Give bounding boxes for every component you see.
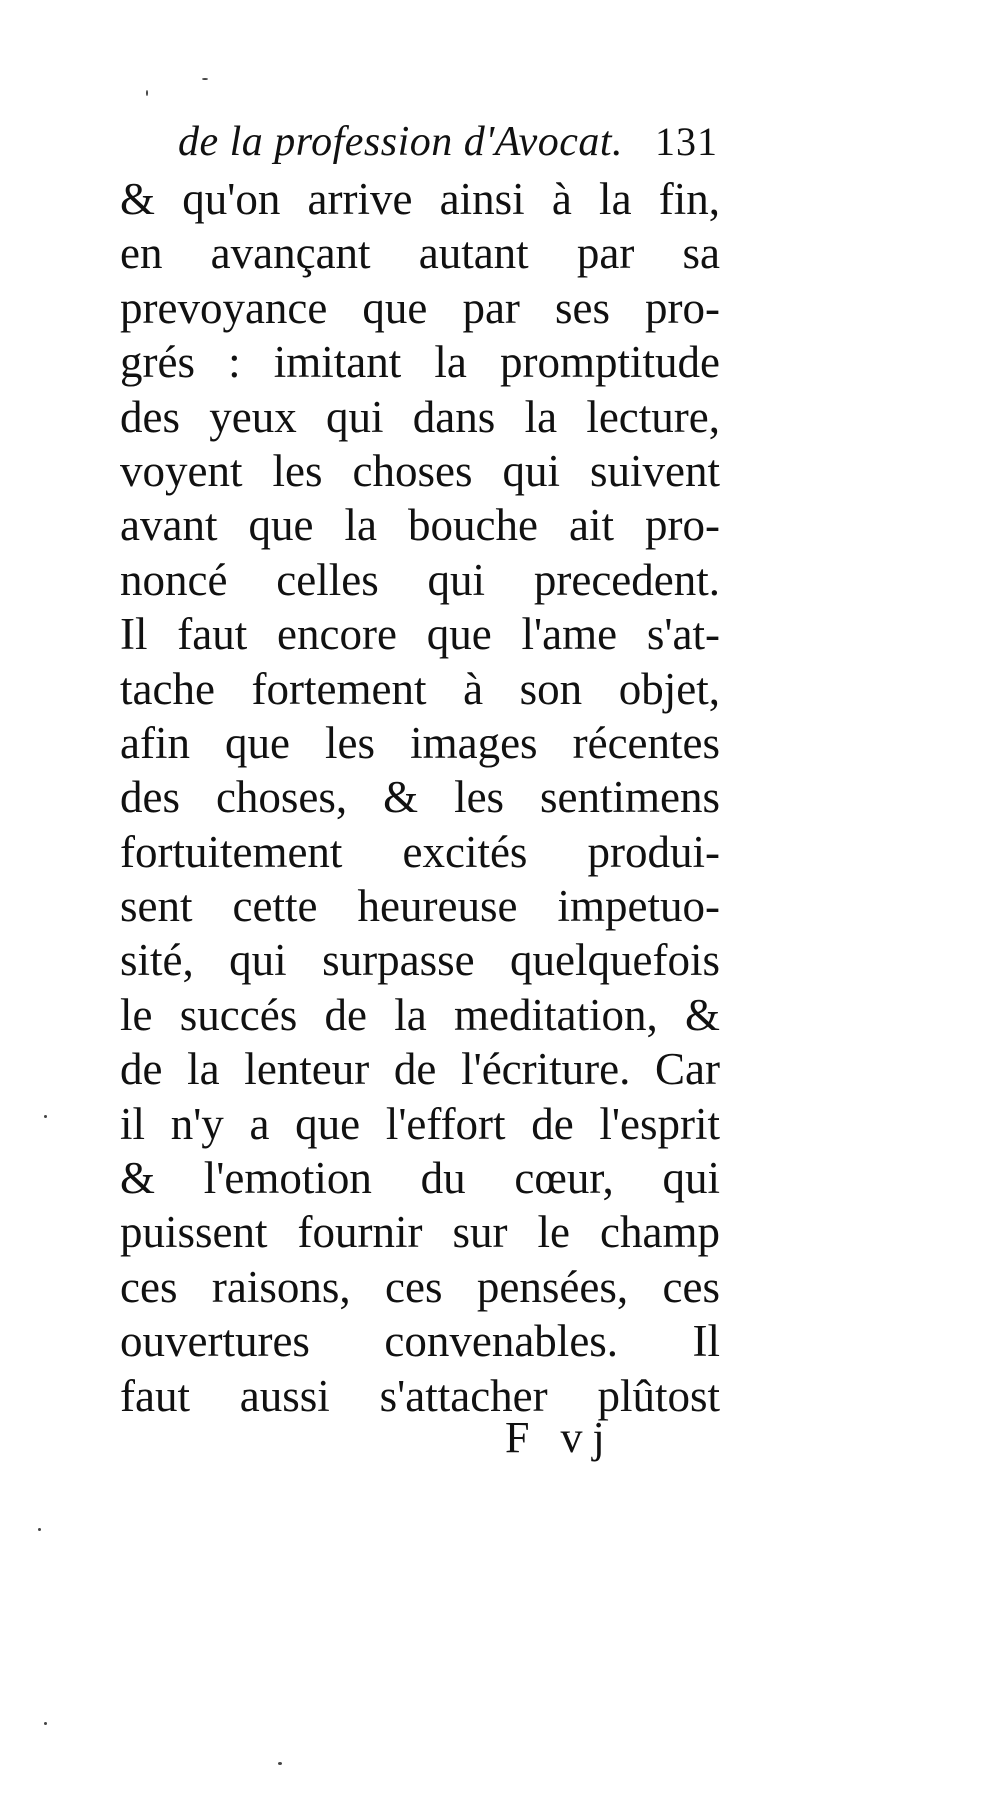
text-line: & qu'on arrive ainsi à la fin, [120,174,720,224]
scan-speck [146,90,148,96]
text-line: sent cette heureuse impetuo- [120,881,720,932]
text-line: grés : imitant la promptitude [120,337,720,388]
running-head [178,118,718,168]
text-line: il n'y a que l'effort de l'esprit [120,1098,720,1149]
body-text [120,172,720,1423]
scan-speck [44,1115,47,1118]
running-title: de la profession d'Avocat. [178,119,624,165]
text-line: afin que les images récentes [120,717,720,768]
scan-speck [278,1762,282,1765]
text-line: voyent les choses qui suivent [120,445,720,496]
text-line: noncé celles qui precedent. [120,554,720,605]
text-line: avant que la bouche ait pro- [120,500,720,551]
text-line: en avançant autant par sa [120,228,720,279]
scan-speck [202,78,208,80]
scan-speck [44,1722,47,1725]
signature-mark: F vj [505,1413,615,1462]
text-line: tache fortement à son objet, [120,663,720,714]
text-line: fortuitement excités produi- [120,826,720,877]
text-line: des choses, & les sentimens [120,772,720,823]
text-line: Il faut encore que l'ame s'at- [120,609,720,660]
text-line: faut aussi s'attacher plûtost [120,1370,720,1421]
page-number: 131 [655,119,718,164]
text-line: & l'emotion du cœur, qui [120,1153,720,1204]
text-line: ouvertures convenables. Il [120,1316,720,1367]
text-line: ces raisons, ces pensées, ces [120,1261,720,1312]
text-line: sité, qui surpasse quelquefois [120,935,720,986]
text-line: puissent fournir sur le champ [120,1207,720,1258]
scan-speck [38,1528,41,1531]
text-line: des yeux qui dans la lecture, [120,391,720,442]
text-line: de la lenteur de l'écriture. Car [120,1044,720,1095]
text-line: le succés de la meditation, & [120,989,720,1040]
text-line: prevoyance que par ses pro- [120,282,720,333]
